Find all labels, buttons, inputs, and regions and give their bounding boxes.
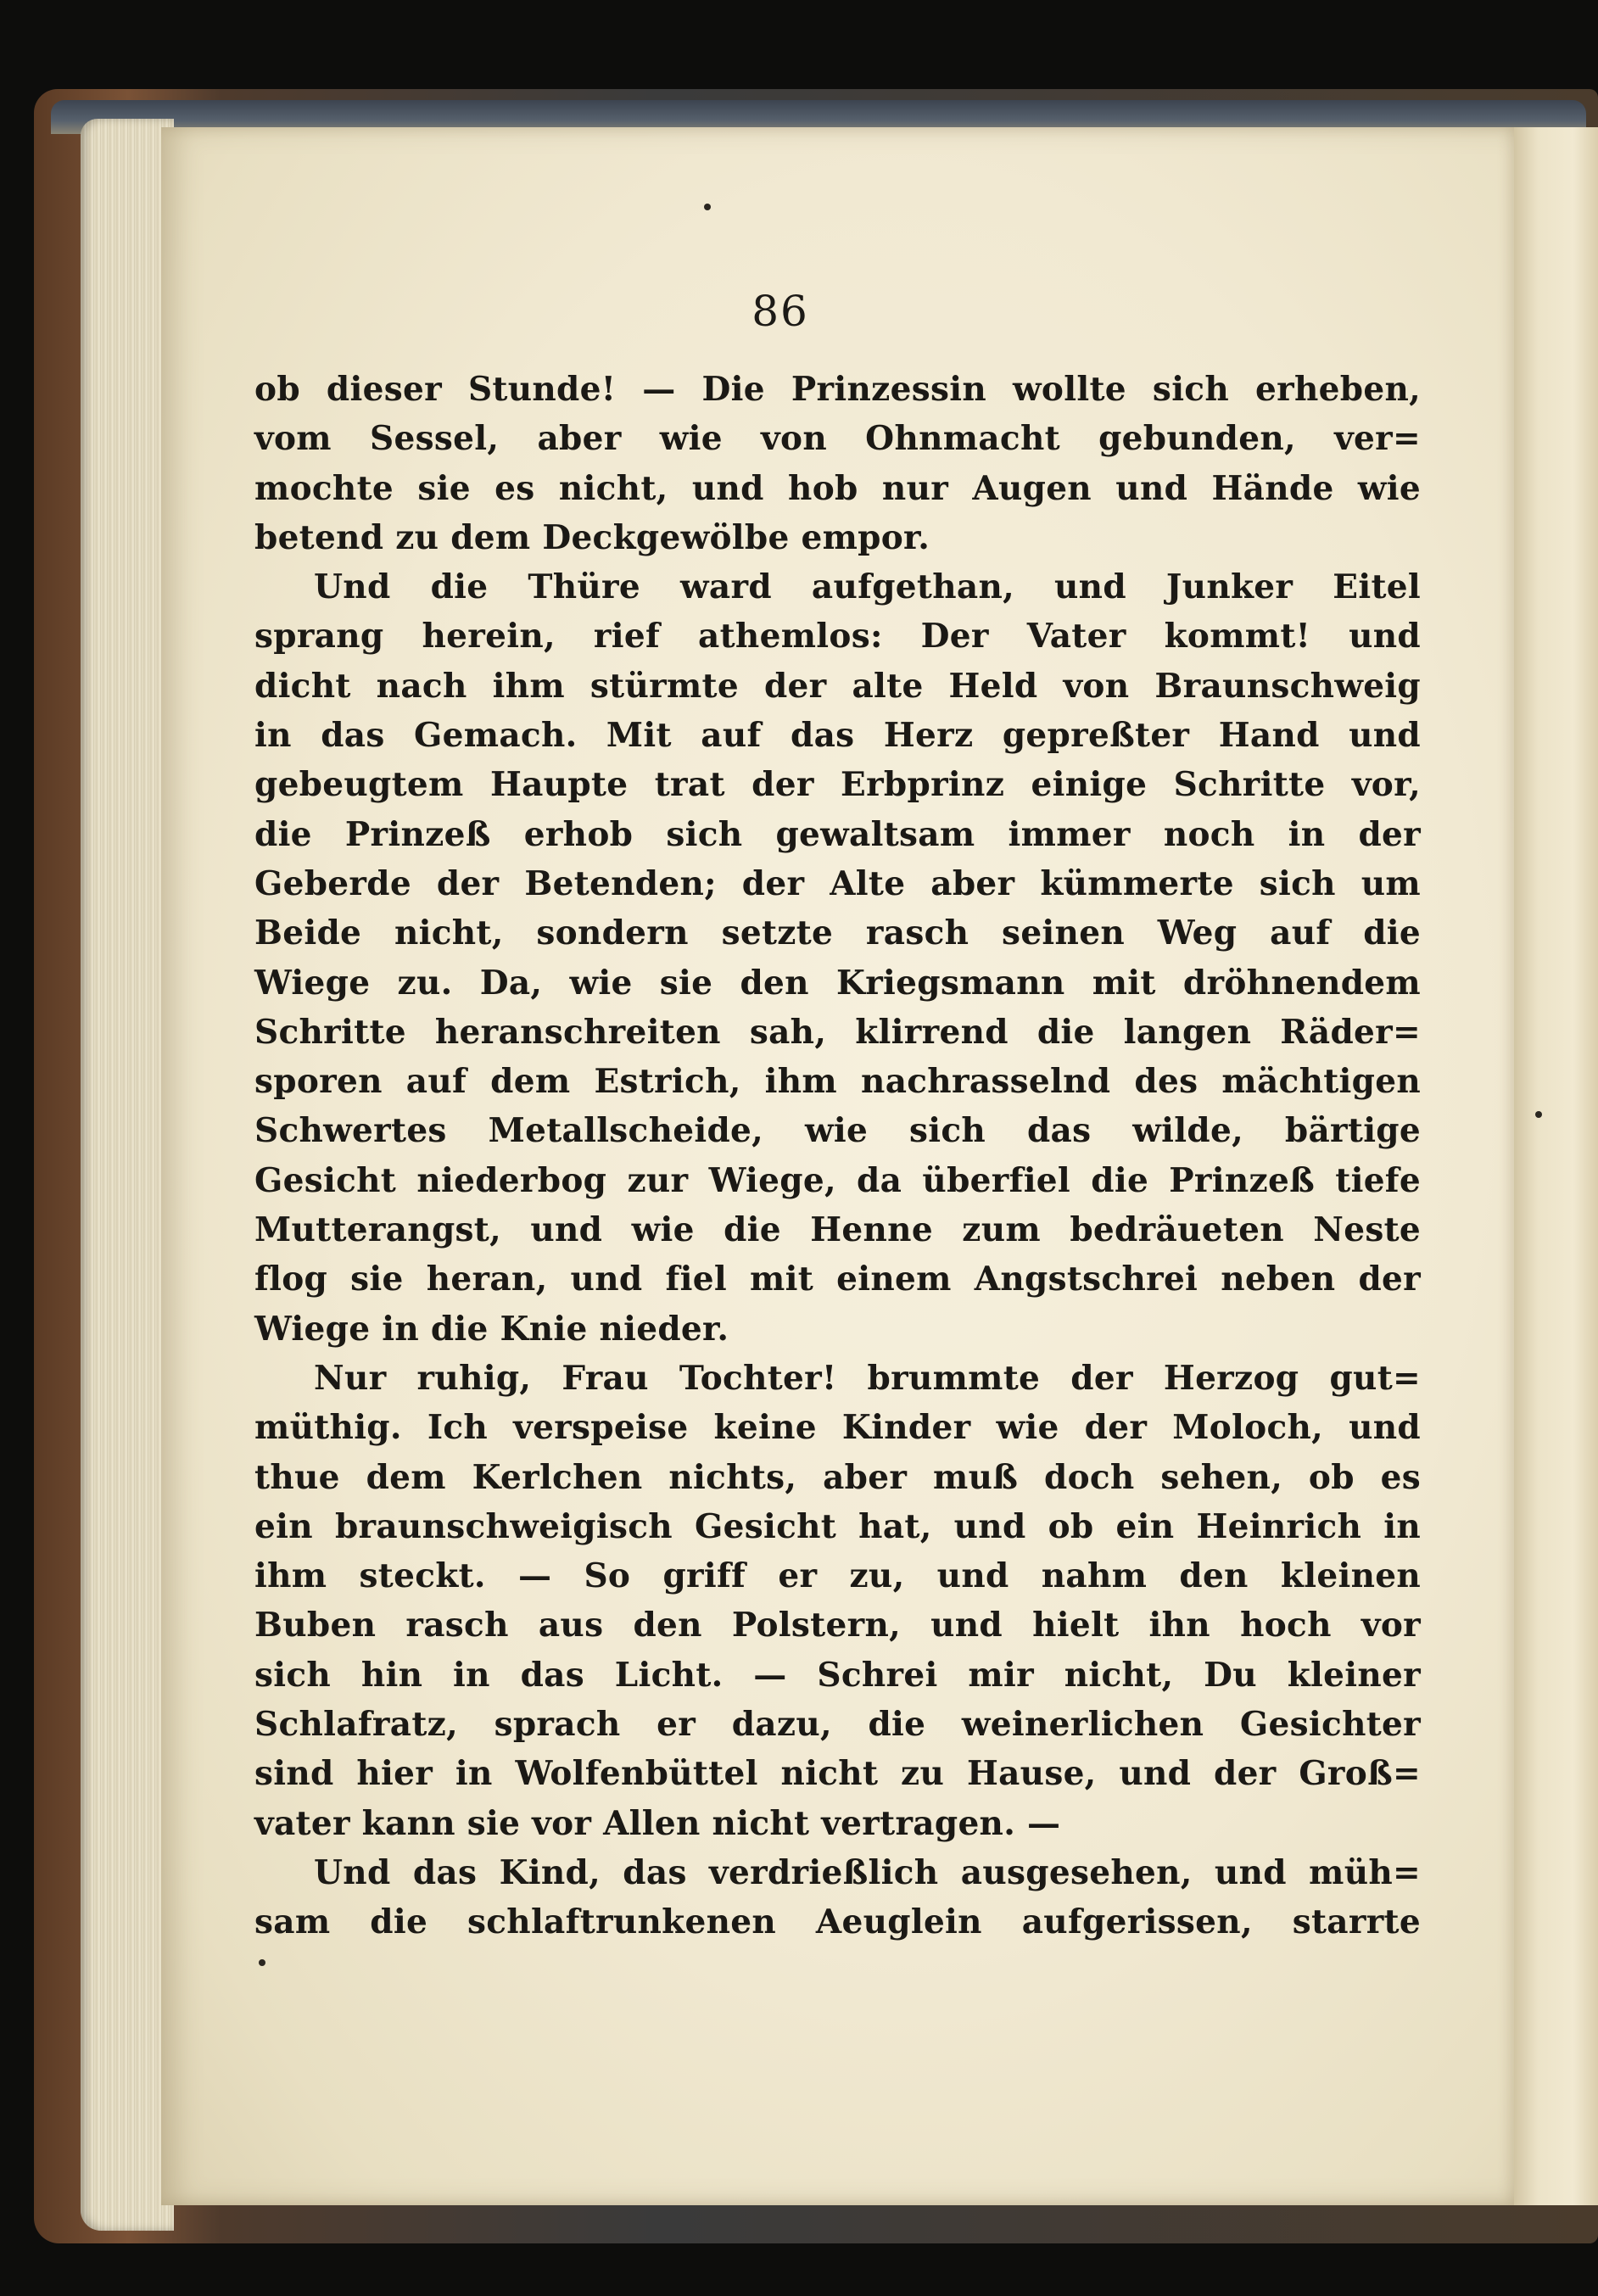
- text-line: ein braunschweigisch Gesicht hat, und ob ein Heinrich in: [254, 1506, 1421, 1546]
- text-line: gebeugtem Haupte trat der Erbprinz einige Schritte vor,: [254, 765, 1421, 805]
- text-line: betend zu dem Deckgewölbe empor.: [254, 517, 930, 557]
- text-line: Schritte heranschreiten sah, klirrend die langen Räder=: [254, 1012, 1421, 1052]
- text-line: vater kann sie vor Allen nicht vertragen. —: [254, 1803, 1061, 1843]
- text-line: Schwertes Metallscheide, wie sich das wilde, bärtige: [254, 1111, 1421, 1151]
- text-line: ob dieser Stunde! — Die Prinzessin wollte sich erheben,: [254, 370, 1421, 409]
- text-line: sich hin in das Licht. — Schrei mir nicht, Du kleiner: [254, 1655, 1421, 1695]
- page-number: 86: [752, 287, 809, 336]
- text-line: sprang herein, rief athemlos: Der Vater kommt! und: [254, 617, 1421, 656]
- facing-page-edge: [1510, 127, 1598, 2205]
- page-stack-edges: [81, 119, 174, 2231]
- paper-speck: [704, 204, 711, 210]
- text-line: Und das Kind, das verdrießlich ausgesehen, und müh=: [314, 1852, 1421, 1892]
- text-line: Geberde der Betenden; der Alte aber kümmerte sich um: [254, 863, 1421, 903]
- text-line: sam die schlaftrunkenen Aeuglein aufgerissen, starrte: [254, 1902, 1421, 1942]
- text-line: ihm steckt. — So griff er zu, und nahm den kleinen: [254, 1556, 1421, 1596]
- text-line: flog sie heran, und fiel mit einem Angstschrei neben der: [254, 1260, 1421, 1299]
- paper-speck: [1535, 1111, 1542, 1118]
- paper-speck: [259, 1959, 265, 1966]
- text-line: Mutterangst, und wie die Henne zum bedräueten Neste: [254, 1210, 1421, 1250]
- text-line: sporen auf dem Estrich, ihm nachrasselnd des mächtigen: [254, 1062, 1421, 1102]
- text-line: dicht nach ihm stürmte der alte Held von Braunschweig: [254, 666, 1421, 706]
- text-line: Schlafratz, sprach er dazu, die weinerlichen Gesichter: [254, 1705, 1421, 1745]
- text-line: müthig. Ich verspeise keine Kinder wie der Moloch, und: [254, 1408, 1421, 1448]
- text-line: Buben rasch aus den Polstern, und hielt ihn hoch vor: [254, 1606, 1421, 1645]
- body-text: [254, 365, 1421, 1947]
- text-line: vom Sessel, aber wie von Ohnmacht gebunden, ver=: [254, 419, 1421, 459]
- text-line: sind hier in Wolfenbüttel nicht zu Hause, und der Groß=: [254, 1754, 1421, 1794]
- text-line: in das Gemach. Mit auf das Herz gepreßter Hand und: [254, 716, 1421, 756]
- text-line: Und die Thüre ward aufgethan, und Junker Eitel: [314, 567, 1421, 607]
- text-line: mochte sie es nicht, und hob nur Augen und Hände wie: [254, 468, 1421, 508]
- text-line: die Prinzeß erhob sich gewaltsam immer noch in der: [254, 814, 1421, 854]
- text-line: Nur ruhig, Frau Tochter! brummte der Herzog gut=: [314, 1358, 1421, 1398]
- text-line: Gesicht niederbog zur Wiege, da überfiel die Prinzeß tiefe: [254, 1160, 1421, 1200]
- text-line: Wiege in die Knie nieder.: [254, 1309, 729, 1349]
- text-line: thue dem Kerlchen nichts, aber muß doch sehen, ob es: [254, 1457, 1421, 1497]
- text-line: Wiege zu. Da, wie sie den Kriegsmann mit dröhnendem: [254, 963, 1421, 1003]
- text-line: Beide nicht, sondern setzte rasch seinen Weg auf die: [254, 913, 1421, 953]
